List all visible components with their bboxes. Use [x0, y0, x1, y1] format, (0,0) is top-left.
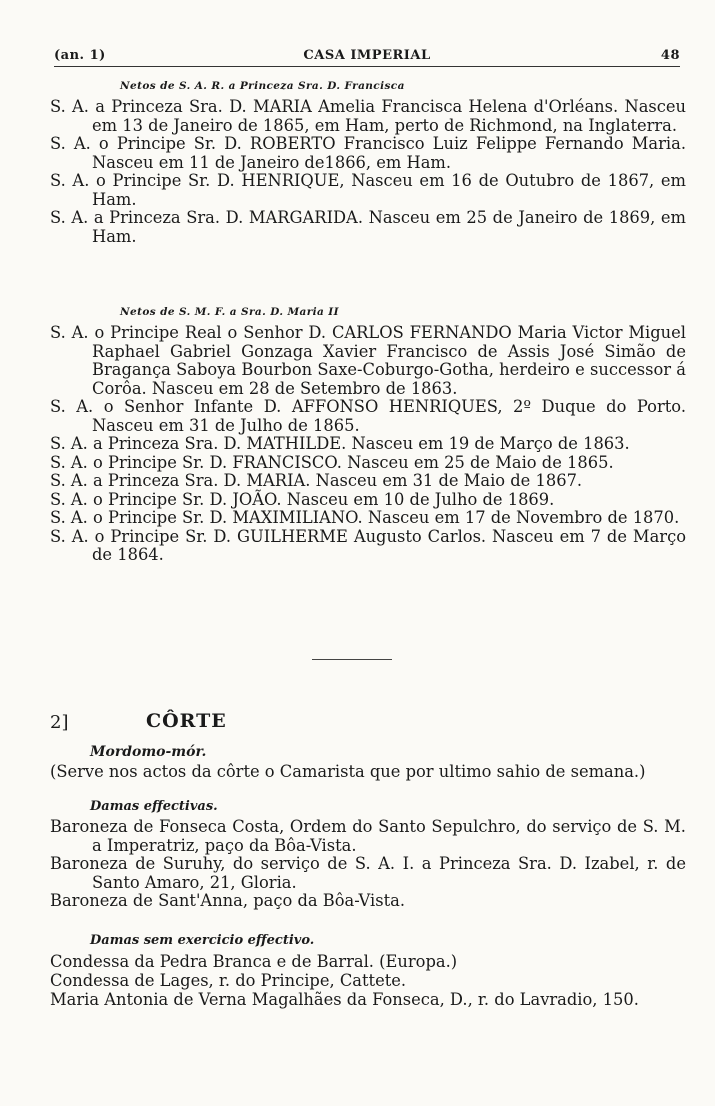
section-netos-francisca: [50, 80, 686, 246]
list-item: Condessa da Pedra Branca e de Barral. (Europa.): [50, 951, 458, 971]
section-netos-maria: [50, 306, 686, 565]
section-title: CÔRTE: [146, 710, 227, 732]
list-item: S. A. a Princeza Sra. D. MATHILDE. Nasceu em 19 de Março de 1863.: [50, 434, 630, 453]
list-item: Baroneza de Fonseca Costa, Ordem do Santo Sepulchro, do serviço de S. M. a Imperatriz, paço da Bôa-Vista.: [50, 817, 686, 855]
damas-effectivas-label: Damas effectivas.: [90, 799, 218, 814]
section-number: 2]: [50, 712, 69, 733]
header-title: CASA IMPERIAL: [303, 48, 431, 63]
list-item: S. A. o Principe Sr. D. ROBERTO Francisco Luiz Felippe Fernando Maria. Nasceu em 11 de Janeiro de1866, em Ham.: [50, 134, 686, 172]
section-subhead: Netos de S. A. R. a Princeza Sra. D. Francisca: [120, 80, 405, 92]
list-item: Baroneza de Suruhy, do serviço de S. A. I. a Princeza Sra. D. Izabel, r. de Santo Amaro, 21, Gloria.: [50, 854, 686, 892]
list-item: S. A. a Princeza Sra. D. MARGARIDA. Nasceu em 25 de Janeiro de 1869, em Ham.: [50, 208, 686, 246]
mordomo-label: Mordomo-mór.: [90, 744, 207, 760]
divider: [312, 659, 392, 660]
section-corte: [50, 744, 686, 1009]
list-item: S. A. o Principe Sr. D. HENRIQUE, Nasceu em 16 de Outubro de 1867, em Ham.: [50, 171, 686, 209]
list-item: S. A. o Principe Sr. D. FRANCISCO. Nasceu em 25 de Maio de 1865.: [50, 452, 614, 472]
page-number: 48: [660, 48, 680, 63]
page-header: [54, 44, 680, 67]
list-item: Condessa de Lages, r. do Principe, Cattete.: [50, 970, 407, 990]
mordomo-note: (Serve nos actos da côrte o Camarista que por ultimo sahio de semana.): [50, 762, 646, 781]
list-item: S. A. a Princeza Sra. D. MARIA. Nasceu em 31 de Maio de 1867.: [50, 471, 583, 490]
list-item: S. A. o Principe Sr. D. GUILHERME Augusto Carlos. Nasceu em 7 de Março de 1864.: [50, 526, 686, 564]
header-year: (an. 1): [54, 48, 106, 63]
list-item: S. A. o Senhor Infante D. AFFONSO HENRIQUES, 2º Duque do Porto. Nasceu em 31 de Julho de 1865.: [50, 397, 686, 435]
list-item: S. A. o Principe Sr. D. MAXIMILIANO. Nasceu em 17 de Novembro de 1870.: [50, 508, 680, 527]
list-item: S. A. o Principe Sr. D. JOÃO. Nasceu em 10 de Julho de 1869.: [50, 489, 555, 509]
list-item: Maria Antonia de Verna Magalhães da Fonseca, D., r. do Lavradio, 150.: [50, 989, 639, 1009]
section-subhead: Netos de S. M. F. a Sra. D. Maria II: [120, 306, 339, 318]
damas-sem-label: Damas sem exercicio effectivo.: [90, 932, 315, 948]
list-item: S. A. o Principe Real o Senhor D. CARLOS FERNANDO Maria Victor Miguel Raphael Gabriel Gonzaga Xavier Francisco de Assis José Simão de Bragança Saboya Bourbon Saxe-Coburgo-Gotha, herdeiro e successor á Corôa. Nasceu em 28 de Setembro de 1863.: [50, 323, 686, 398]
list-item: S. A. a Princeza Sra. D. MARIA Amelia Francisca Helena d'Orléans. Nasceu em 13 de Janeiro de 1865, em Ham, perto de Richmond, na Inglaterra.: [50, 97, 686, 135]
list-item: Baroneza de Sant'Anna, paço da Bôa-Vista.: [50, 891, 405, 910]
